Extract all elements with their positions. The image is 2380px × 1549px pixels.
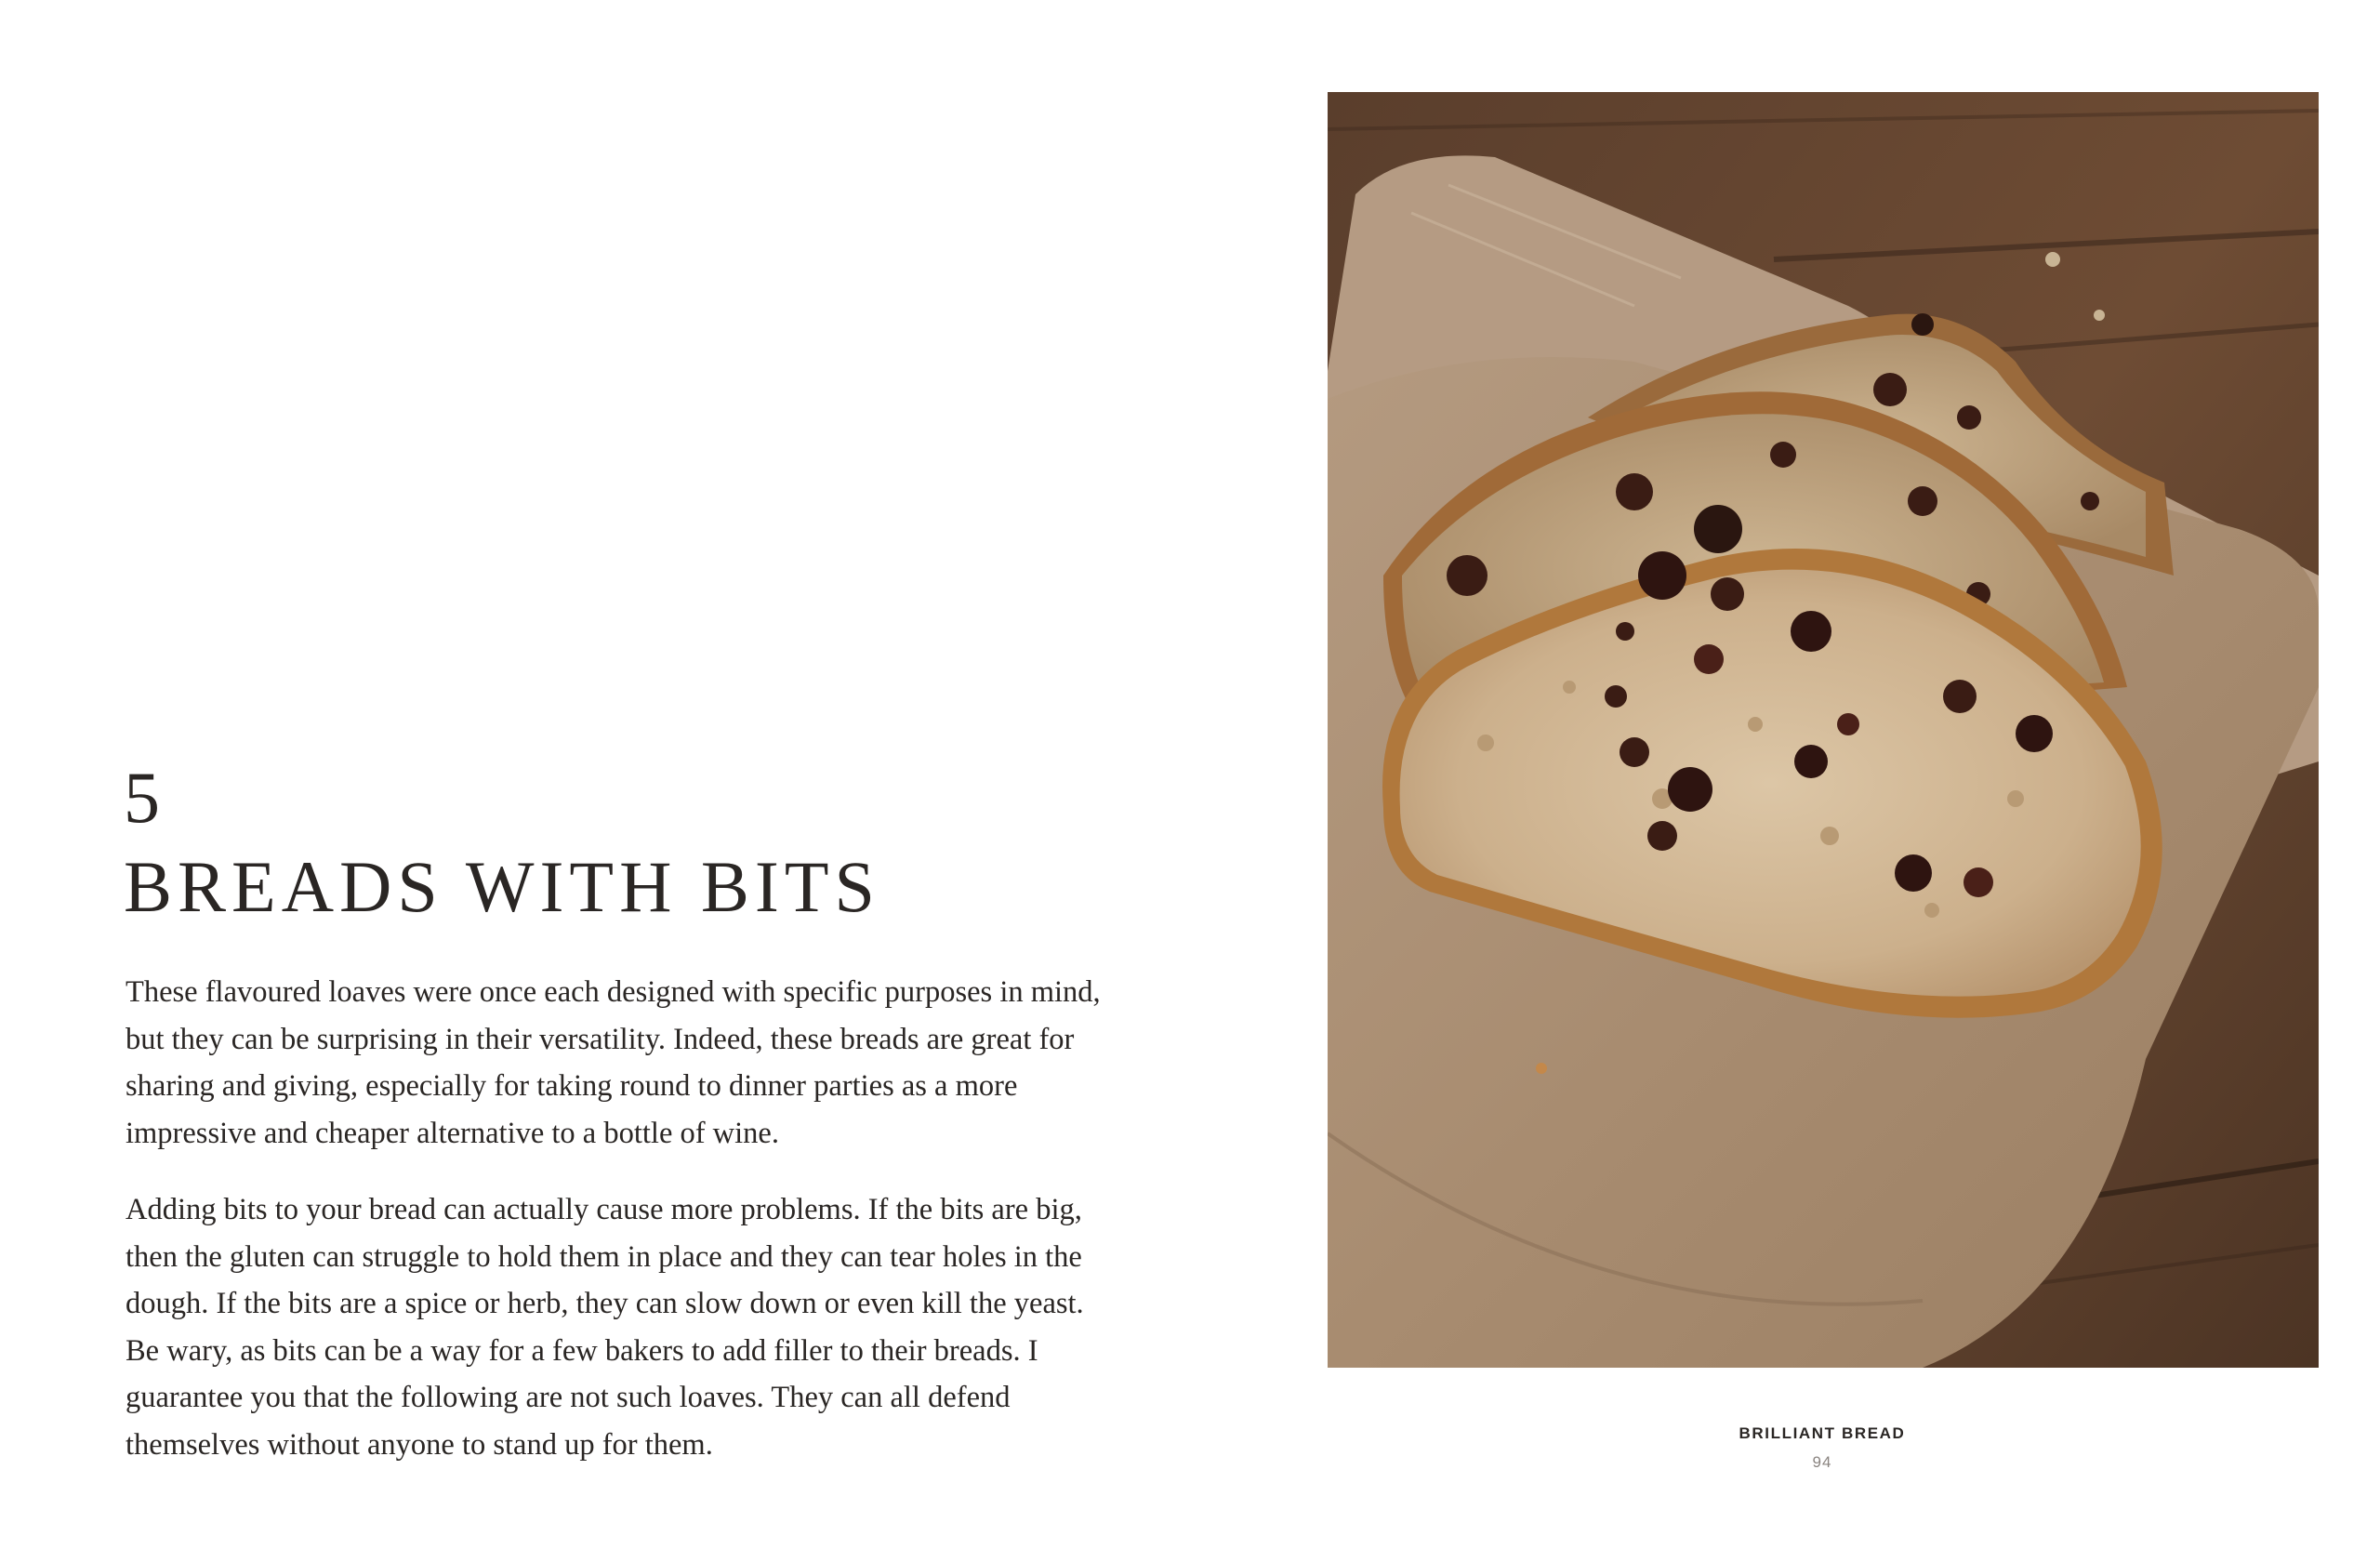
chapter-intro: [126, 969, 1120, 1498]
chapter-number: 5: [124, 757, 160, 838]
bread-photo: [1328, 92, 2319, 1368]
intro-paragraph-2: Adding bits to your bread can actually cause more problems. If the bits are big, then the gluten can struggle to hold them in place and they can tear holes in the dough. If the bits are a spice or herb, they can slow down or even kill the yeast. Be wary, as bits can be a way for a few bakers to add filler to their breads. I guarantee you that the following are not such loaves. They can all defend themselves without anyone to stand up for them.: [126, 1193, 1084, 1462]
running-footer-book-title: BRILLIANT BREAD: [1739, 1424, 1906, 1442]
page-number: 94: [1812, 1453, 1832, 1471]
chapter-title: BREADS WITH BITS: [124, 846, 880, 927]
intro-paragraph-1: These flavoured loaves were once each designed with specific purposes in mind, but they can be surprising in their versatility. Indeed, these breads are great for sharing and giving, especially for taking round to dinner parties as a more impressive and cheaper alternative to a bottle of wine.: [126, 975, 1101, 1150]
